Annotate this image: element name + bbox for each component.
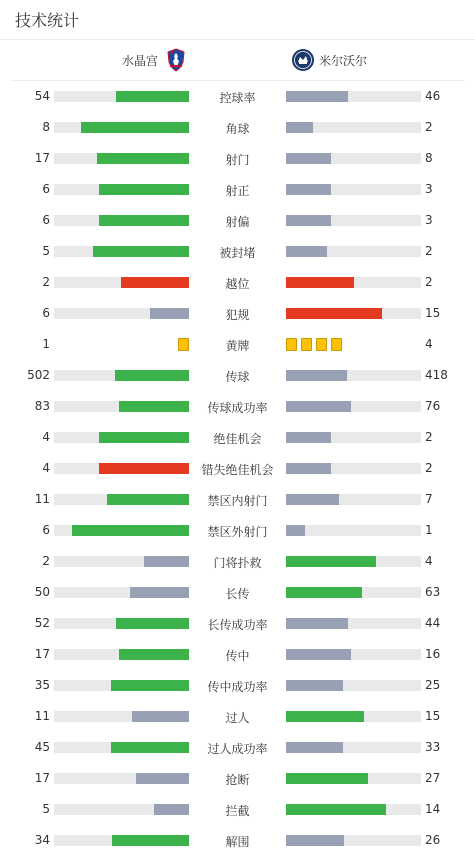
home-bar-track (54, 494, 189, 505)
away-value: 7 (425, 492, 433, 506)
away-value: 4 (425, 554, 433, 568)
away-bar-track (286, 308, 421, 319)
home-team[interactable] (122, 48, 188, 72)
home-bar-track (54, 432, 189, 443)
home-bar-fill (99, 184, 189, 195)
away-team-name: 米尔沃尔 (319, 53, 368, 68)
away-bar-track (286, 649, 421, 660)
away-bar-fill (286, 153, 331, 164)
stat-row (0, 174, 475, 205)
away-bar-track (286, 246, 421, 257)
away-value: 8 (425, 151, 433, 165)
stat-label: 射门 (225, 153, 250, 167)
stat-label: 射偏 (225, 215, 250, 229)
home-bar-fill (111, 742, 189, 753)
home-value: 54 (34, 89, 50, 103)
home-value: 8 (42, 120, 50, 134)
home-bar-fill (115, 370, 189, 381)
stat-label: 过人 (225, 711, 250, 725)
away-bar-fill (286, 587, 362, 598)
home-bar-fill (116, 91, 189, 102)
yellow-card-icon (301, 338, 312, 351)
home-bar-fill (112, 835, 189, 846)
home-bar-fill (97, 153, 189, 164)
stat-row (0, 701, 475, 732)
away-bar-track (286, 587, 421, 598)
away-value: 15 (425, 709, 441, 723)
stat-label: 传中成功率 (207, 680, 268, 694)
home-bar-track (54, 556, 189, 567)
home-bar-fill (154, 804, 189, 815)
stat-label: 禁区内射门 (207, 494, 268, 508)
stat-label: 被封堵 (219, 246, 256, 260)
away-bar-track (286, 773, 421, 784)
home-value: 4 (42, 461, 50, 475)
home-bar-track (54, 680, 189, 691)
home-value: 17 (34, 647, 50, 661)
away-value: 2 (425, 120, 433, 134)
away-bar-track (286, 494, 421, 505)
away-bar-fill (286, 370, 347, 381)
home-bar-track (54, 215, 189, 226)
stat-label: 黄牌 (225, 339, 250, 353)
home-bar-track (54, 711, 189, 722)
away-bar-fill (286, 649, 351, 660)
away-bar-track (286, 804, 421, 815)
stat-label: 门将扑救 (213, 556, 262, 570)
stat-label: 射正 (225, 184, 250, 198)
home-value: 45 (34, 740, 50, 754)
away-value: 46 (425, 89, 441, 103)
home-bar-track (54, 649, 189, 660)
away-bar-track (286, 742, 421, 753)
away-bar-track (286, 215, 421, 226)
stat-label: 拦截 (225, 804, 250, 818)
stat-row (0, 794, 475, 825)
home-bar-track (54, 91, 189, 102)
away-value: 25 (425, 678, 441, 692)
stat-row (0, 329, 475, 360)
away-bar-fill (286, 184, 331, 195)
away-bar-fill (286, 277, 354, 288)
away-value: 63 (425, 585, 441, 599)
home-value: 83 (34, 399, 50, 413)
stat-row (0, 267, 475, 298)
away-value: 27 (425, 771, 441, 785)
away-bar-track (286, 122, 421, 133)
home-bar-fill (136, 773, 189, 784)
stat-row (0, 453, 475, 484)
away-bar-fill (286, 246, 327, 257)
away-bar-track (286, 463, 421, 474)
away-bar-fill (286, 680, 343, 691)
home-crest-icon (164, 48, 188, 72)
home-value: 50 (34, 585, 50, 599)
home-value: 11 (34, 709, 50, 723)
away-value: 4 (425, 337, 433, 351)
home-value: 6 (42, 182, 50, 196)
home-bar-track (54, 773, 189, 784)
yellow-card-icon (316, 338, 327, 351)
home-value: 1 (42, 337, 50, 351)
away-bar-track (286, 680, 421, 691)
home-bar-track (54, 525, 189, 536)
stats-list (0, 81, 475, 856)
away-value: 2 (425, 244, 433, 258)
home-value: 6 (42, 523, 50, 537)
away-bar-fill (286, 804, 386, 815)
teams-header (10, 40, 465, 81)
away-value: 3 (425, 182, 433, 196)
away-bar-fill (286, 525, 305, 536)
away-bar-fill (286, 308, 382, 319)
home-bar-fill (130, 587, 189, 598)
stat-label: 错失绝佳机会 (201, 463, 274, 477)
away-value: 33 (425, 740, 441, 754)
home-bar-track (54, 618, 189, 629)
away-bar-fill (286, 432, 331, 443)
home-value: 17 (34, 151, 50, 165)
away-bar-track (286, 277, 421, 288)
stat-row (0, 205, 475, 236)
home-bar-track (54, 370, 189, 381)
stat-row (0, 236, 475, 267)
stat-label: 越位 (225, 277, 250, 291)
stat-label: 传中 (225, 649, 250, 663)
home-value: 52 (34, 616, 50, 630)
home-value: 17 (34, 771, 50, 785)
home-bar-fill (99, 432, 189, 443)
home-yellow-cards (178, 338, 189, 351)
stat-label: 传球成功率 (207, 401, 268, 415)
home-team-name: 水晶宫 (121, 53, 158, 68)
away-value: 1 (425, 523, 433, 537)
stat-row (0, 546, 475, 577)
stat-label: 禁区外射门 (207, 525, 268, 539)
away-bar-track (286, 153, 421, 164)
away-value: 44 (425, 616, 441, 630)
home-bar-track (54, 804, 189, 815)
home-bar-fill (119, 401, 189, 412)
away-value: 2 (425, 275, 433, 289)
away-value: 418 (425, 368, 448, 382)
stat-row (0, 360, 475, 391)
home-bar-track (54, 246, 189, 257)
home-bar-track (54, 463, 189, 474)
stat-row (0, 112, 475, 143)
stat-label: 犯规 (225, 308, 250, 322)
home-value: 6 (42, 213, 50, 227)
stat-label: 传球 (225, 370, 250, 384)
away-bar-fill (286, 835, 344, 846)
away-bar-fill (286, 556, 376, 567)
stat-row (0, 577, 475, 608)
stat-label: 角球 (225, 122, 250, 136)
stat-row (0, 515, 475, 546)
home-bar-track (54, 835, 189, 846)
home-bar-fill (99, 463, 189, 474)
home-bar-track (54, 401, 189, 412)
home-value: 5 (42, 244, 50, 258)
stat-row (0, 608, 475, 639)
away-value: 16 (425, 647, 441, 661)
away-bar-fill (286, 122, 313, 133)
away-value: 76 (425, 399, 441, 413)
away-bar-track (286, 184, 421, 195)
away-value: 2 (425, 461, 433, 475)
home-value: 502 (27, 368, 50, 382)
away-bar-fill (286, 711, 364, 722)
yellow-card-icon (331, 338, 342, 351)
home-value: 5 (42, 802, 50, 816)
stat-row (0, 143, 475, 174)
away-value: 2 (425, 430, 433, 444)
stat-row (0, 639, 475, 670)
away-yellow-cards (286, 338, 342, 351)
stat-label: 长传 (225, 587, 250, 601)
stat-label: 过人成功率 (207, 742, 268, 756)
stat-row (0, 732, 475, 763)
home-bar-fill (72, 525, 189, 536)
yellow-card-icon (178, 338, 189, 351)
home-bar-track (54, 153, 189, 164)
home-bar-fill (99, 215, 189, 226)
home-bar-fill (121, 277, 189, 288)
stat-row (0, 391, 475, 422)
away-bar-track (286, 401, 421, 412)
away-bar-fill (286, 618, 348, 629)
home-bar-fill (111, 680, 189, 691)
stat-row (0, 763, 475, 794)
home-bar-track (54, 742, 189, 753)
away-bar-track (286, 432, 421, 443)
home-value: 34 (34, 833, 50, 847)
home-value: 11 (34, 492, 50, 506)
home-bar-fill (81, 122, 189, 133)
home-value: 4 (42, 430, 50, 444)
stat-label: 抢断 (225, 773, 250, 787)
home-bar-fill (107, 494, 189, 505)
stat-row (0, 81, 475, 112)
home-bar-fill (144, 556, 189, 567)
away-bar-track (286, 711, 421, 722)
away-bar-track (286, 91, 421, 102)
away-bar-fill (286, 91, 348, 102)
away-bar-track (286, 370, 421, 381)
home-bar-track (54, 308, 189, 319)
away-bar-fill (286, 215, 331, 226)
stat-row (0, 422, 475, 453)
home-value: 35 (34, 678, 50, 692)
home-bar-track (54, 277, 189, 288)
away-bar-fill (286, 742, 343, 753)
home-bar-fill (93, 246, 189, 257)
stat-label: 解围 (225, 835, 250, 849)
away-value: 15 (425, 306, 441, 320)
away-crest-icon (291, 48, 315, 72)
home-value: 2 (42, 275, 50, 289)
away-bar-track (286, 525, 421, 536)
stat-row (0, 298, 475, 329)
home-bar-fill (119, 649, 189, 660)
away-value: 14 (425, 802, 441, 816)
home-bar-track (54, 184, 189, 195)
away-value: 3 (425, 213, 433, 227)
stat-label: 控球率 (219, 91, 256, 105)
page-title: 技术统计 (15, 11, 80, 30)
stat-label: 长传成功率 (207, 618, 268, 632)
home-value: 2 (42, 554, 50, 568)
yellow-card-icon (286, 338, 297, 351)
away-bar-fill (286, 401, 351, 412)
home-value: 6 (42, 306, 50, 320)
away-bar-track (286, 556, 421, 567)
stat-row (0, 484, 475, 515)
home-bar-fill (116, 618, 189, 629)
home-bar-fill (132, 711, 189, 722)
home-bar-track (54, 587, 189, 598)
away-bar-track (286, 618, 421, 629)
stat-row (0, 670, 475, 701)
stat-label: 绝佳机会 (213, 432, 262, 446)
away-bar-track (286, 835, 421, 846)
away-value: 26 (425, 833, 441, 847)
home-bar-fill (150, 308, 189, 319)
stat-row (0, 825, 475, 856)
away-bar-fill (286, 773, 368, 784)
header-bar (0, 0, 475, 40)
away-team[interactable] (291, 48, 367, 72)
away-bar-fill (286, 463, 331, 474)
away-bar-fill (286, 494, 339, 505)
home-bar-track (54, 122, 189, 133)
